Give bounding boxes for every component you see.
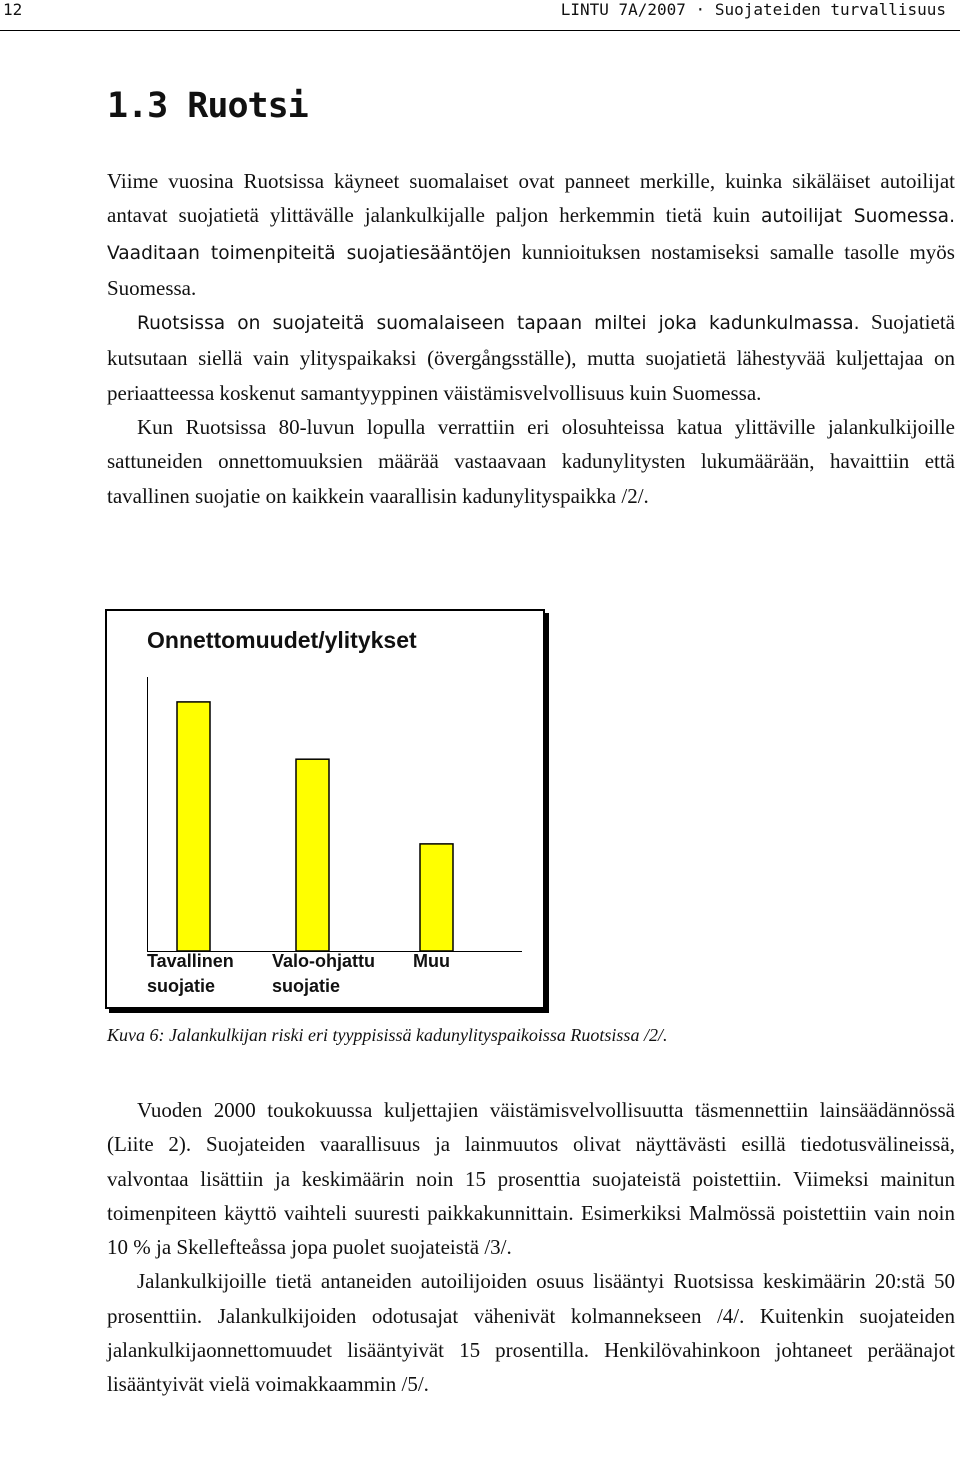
figure-caption: Kuva 6: Jalankulkijan riski eri tyyppisissä kadunylityspaikoissa Ruotsissa /2/.	[107, 1025, 668, 1045]
category-label-valo-ohjattu: Valo-ohjattu suojatie	[272, 951, 375, 996]
paragraph-1-part-c: kunnioituksen nostamiseksi samalle tasolle myös Suomessa.	[107, 239, 955, 300]
paragraph-2	[107, 305, 955, 410]
paragraph-3	[107, 410, 955, 513]
bar-tavallinen-suojatie	[177, 702, 210, 951]
section-title: Ruotsi	[187, 86, 308, 126]
paragraph-1-part-b: autoilijat Suomessa. Vaaditaan toimenpiteitä suojatiesääntöjen	[107, 206, 955, 264]
paragraph-4: Vuoden 2000 toukokuussa kuljettajien väistämisvelvollisuutta täsmennettiin lainsäädännössä (Liite 2). Suojateiden vaarallisuus ja lainmuutos olivat näyttävästi esillä tiedotusvälineissä, valvontaa lisättiin ja keskimäärin noin 15 prosenttia suojateistä poistettiin. Viimeksi mainitun toimenpiteen käyttö vaihteli suuresti paikkakunnittain. Esimerkiksi Malmössä poistettiin vain noin 10 % ja Skellefteåssa jopa puolet suojateistä /3/.	[107, 1098, 955, 1260]
bar-valo-ohjattu-suojatie	[296, 759, 329, 951]
body-text-top	[107, 164, 955, 513]
chart-frame	[105, 609, 545, 1009]
section-heading	[107, 86, 308, 126]
header-rule	[0, 30, 960, 31]
bar-muu	[420, 844, 453, 951]
chart-title: Onnettomuudet/ylitykset	[147, 627, 417, 653]
paragraph-2-part-a: Ruotsissa on suojateitä suomalaiseen tapaan miltei joka kadunkulmassa.	[137, 313, 860, 335]
category-label-muu: Muu	[413, 951, 450, 971]
paragraph-2-part-b: Suojatietä kutsutaan siellä vain ylityspaikaksi (övergångsställe), mutta suojatietä lähestyvää kuljettajaa on periaatteessa koskenut samantyyppinen väistämisvelvollisuus kuin Suomessa.	[107, 310, 955, 405]
page-number: 12	[3, 0, 23, 19]
section-number: 1.3	[107, 86, 168, 126]
paragraph-1	[107, 164, 955, 305]
running-title: LINTU 7A/2007 · Suojateiden turvallisuus	[560, 0, 946, 19]
paragraph-5: Jalankulkijoille tietä antaneiden autoilijoiden osuus lisääntyi Ruotsissa keskimäärin 20:stä 50 prosenttiin. Jalankulkijoiden odotusajat vähenivät kolmannekseen /4/. Kuitenkin suojateiden jalankulkijaonnettomuudet lisääntyivät 15 prosentilla. Henkilövahinkoon johtaneet peräänajot lisääntyivät vielä voimakkaammin /5/.	[107, 1269, 955, 1397]
category-label-tavallinen: Tavallinen suojatie	[147, 951, 234, 996]
body-text-bottom	[107, 1093, 955, 1402]
paragraph-3-text: Kun Ruotsissa 80-luvun lopulla verrattiin eri olosuhteissa katua ylittäville jalankulkijoille sattuneiden onnettomuuksien määrää vastaavaan kadunylitysten lukumäärään, havaittiin että tavallinen suojatie on kaikkein vaarallisin kadunylityspaikka /2/.	[107, 415, 955, 508]
paragraph-1-part-a: Viime vuosina Ruotsissa käyneet suomalaiset ovat panneet merkille, kuinka sikäläiset autoilijat antavat suojatietä ylittävälle jalankulkijalle paljon herkemmin tietä kuin	[107, 169, 955, 228]
bar-plot	[107, 611, 543, 1007]
